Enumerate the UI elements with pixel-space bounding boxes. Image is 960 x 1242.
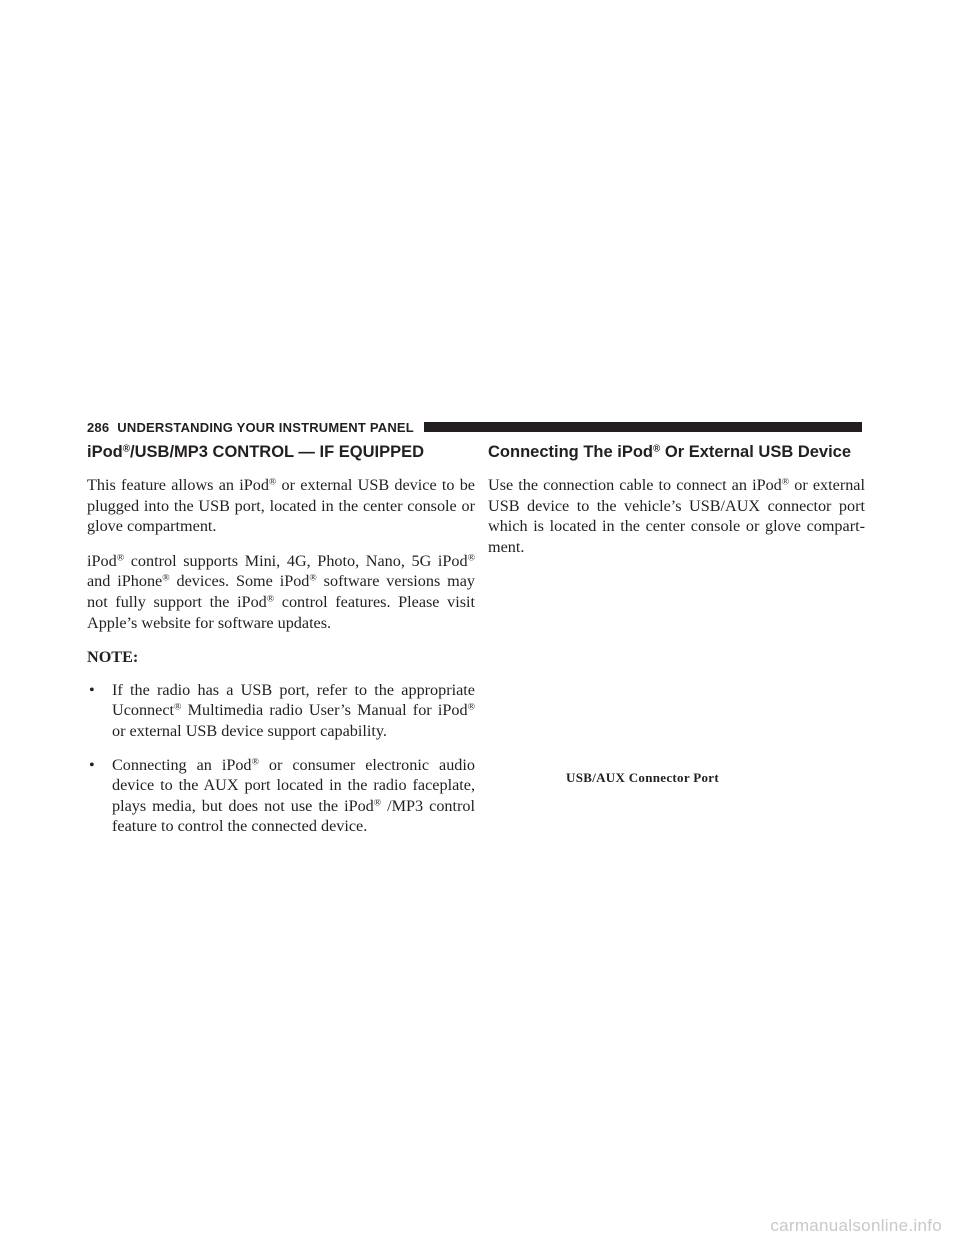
header-title: UNDERSTANDING YOUR INSTRUMENT PANEL — [117, 419, 414, 435]
section-heading-connecting: Connecting The iPod® Or External USB Device — [488, 443, 852, 461]
left-column — [87, 441, 475, 850]
watermark: carmanualsonline.info — [770, 1216, 942, 1235]
section-heading-ipod-control: iPod®/USB/MP3 CONTROL — IF EQUIPPED — [87, 443, 425, 461]
paragraph-feature-intro: This feature allows an iPod® or external USB device to be plugged into the USB port, located in the center console or glove compartment. — [87, 476, 475, 536]
bullet-icon: • — [89, 680, 95, 699]
page-number: 286 — [87, 419, 110, 435]
right-column — [488, 441, 865, 571]
bullet-icon: • — [89, 755, 95, 774]
header-rule — [424, 422, 862, 432]
note-label: NOTE: — [87, 648, 139, 667]
paragraph-connection-instructions: Use the connection cable to connect an iPod® or external USB device to the vehicle’s USB/AUX connector port which is located in the center console or glove compart-ment. — [488, 476, 865, 556]
page-header — [87, 419, 862, 435]
paragraph-supported-devices: iPod® control supports Mini, 4G, Photo, Nano, 5G iPod® and iPhone® devices. Some iPod® software versions may not fully support the iPod® control features. Please visit Apple’s website for software updates. — [87, 551, 475, 632]
list-item: • Connecting an iPod® or consumer electronic audio device to the AUX port located in the radio faceplate, plays media, but does not use the iPod® /MP3 control feature to control the connected device. — [89, 755, 475, 836]
list-item: • If the radio has a USB port, refer to the appropriate Uconnect® Multimedia radio User’s Manual for iPod® or external USB device support capability. — [89, 680, 475, 740]
figure-caption: USB/AUX Connector Port — [566, 770, 719, 785]
note-bullet-list — [87, 680, 475, 837]
